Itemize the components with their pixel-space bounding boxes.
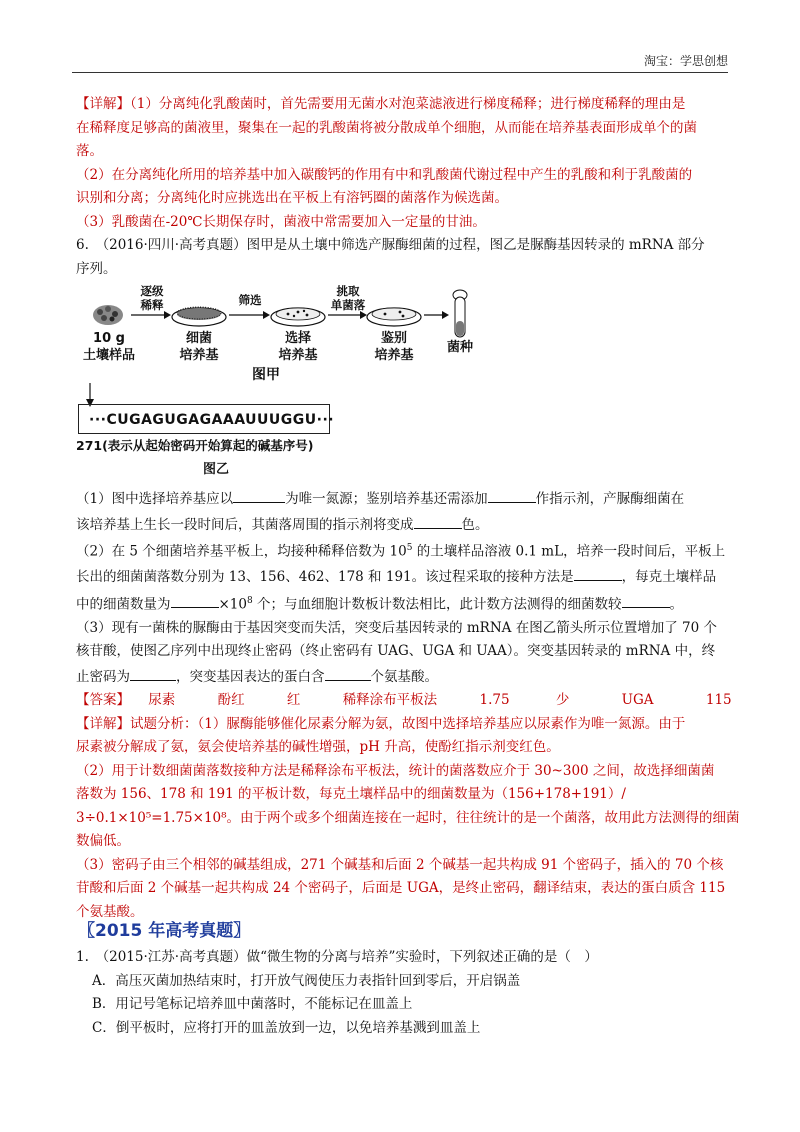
stage-label-selective-medium: 选择 培养基 [278,331,318,363]
option-a[interactable]: A．高压灭菌加热结束时，打开放气阀使压力表指针回到零后，开启锅盖 [92,972,521,989]
q6-sub2-text: 中的细菌数量为 [76,596,171,612]
detail-line: 落数为 156、178 和 191 的平板计数，每克土壤样品中的细菌数量为（156+178+191）/ [76,786,626,802]
figure-a-title: 图甲 [252,367,280,383]
arrow-label-dilution: 逐级 稀释 [140,284,164,312]
answer-item: 少 [555,692,570,708]
answer-item: 1.75 [479,692,510,708]
figure-b-title: 图乙 [202,462,229,477]
prev-answer-line: 在稀释度足够高的菌液里，聚集在一起的乳酸菌将被分散成单个细胞，从而能在培养基表面形成单个的菌 [76,119,697,136]
prev-answer-line: 落。 [76,143,103,159]
q6-sub1-text: 该培养基上生长一段时间后，其菌落周围的指示剂将变成 [76,516,414,533]
answer-blank[interactable] [488,486,536,503]
stage-label-soil: 10 g 土壤样品 [82,331,135,363]
answer-blank[interactable] [414,512,462,529]
q6-sub2-line3 [76,590,728,617]
detail-line: 苷酸和后面 2 个碱基一起共构成 24 个密码子，后面是 UGA，是终止密码，翻译结束，表达的蛋白质含 115 [76,880,726,896]
q6-sub1-text: 色。 [461,516,489,533]
detail-line: （3）密码子由三个相邻的碱基组成，271 个碱基和后面 2 个碱基一起共构成 91 个密码子，插入的 70 个核 [76,856,724,873]
detail-line: 尿素被分解成了氨，氨会使培养基的碱性增强，pH 升高，使酚红指示剂变红色。 [76,739,560,755]
answer-blank[interactable] [325,664,371,681]
answer-blank[interactable] [622,591,670,608]
prev-answer-line: 【详解】（1）分离纯化乳酸菌时，首先需要用无菌水对泡菜滤液进行梯度稀释；进行梯度稀释的理由是 [76,96,686,112]
q6-sub2-text: ×10 [218,596,247,612]
question-2015-1 [76,946,728,1040]
prev-answer-line: 识别和分离；分离纯化时应挑选出在平板上有溶钙圈的菌落作为候选菌。 [76,190,508,206]
q6-sub1-text: （1）图中选择培养基应以 [76,491,234,507]
prev-answer-line: （2）在分离纯化所用的培养基中加入碳酸钙的作用有中和乳酸菌代谢过程中产生的乳酸和利于乳酸菌的 [76,166,693,183]
question-stem: 1. （2015·江苏·高考真题）做“微生物的分离与培养”实验时，下列叙述正确的是（ ） [76,949,598,965]
answer-item: 115 [705,692,732,708]
answer-item: 尿素 [148,692,176,708]
q6-sub2-line2 [76,564,728,590]
section-title-2015: 〖2015 年高考真题〗 [78,921,251,941]
superscript: 5 [406,543,413,553]
q6-sub3-line2: 核苷酸，使图乙序列中出现终止密码（终止密码有 UAG、UGA 和 UAA）。突变基因转录的 mRNA 中，终 [76,643,716,659]
detail-line: 3÷0.1×10⁵=1.75×10⁸。由于两个或多个细菌连接在一起时，往往统计的是一个菌落，故用此方法测得的细菌 [76,809,740,826]
prev-answer-line: （3）乳酸菌在-20℃长期保存时，菌液中常需要加入一定量的甘油。 [76,213,486,230]
main-content [76,93,740,924]
q6-sub1-text: 作指示剂，产脲酶细菌在 [535,491,685,507]
q6-sub2-text: 。 [669,596,684,612]
question-6-stem: 6. （2016·四川·高考真题）图甲是从土壤中筛选产脲酶细菌的过程，图乙是脲酶基因转录的 mRNA 部分 [76,237,705,253]
q6-sub3-text: ，突变基因表达的蛋白含 [176,668,325,685]
page-header: 淘宝：学思创想 [643,54,728,68]
q6-sub1-line1 [76,486,728,512]
answer-blank[interactable] [233,486,285,503]
stage-label-bacteria-medium: 细菌 培养基 [179,331,219,363]
answer-blank[interactable] [130,664,176,681]
detail-line: 个氨基酸。 [76,903,144,920]
q6-sub3-text: 个氨基酸。 [370,668,438,685]
bacteria-medium-dish-icon [172,307,226,326]
arrow-label-pick-colony: 挑取 单菌落 [330,284,366,312]
mrna-sequence: ···CUGAGUGAGAAAUUUGGU··· [89,412,335,428]
q6-sub2-text: （2）在 5 个细菌培养基平板上，均接种稀释倍数为 10 [76,543,407,560]
superscript: 8 [247,595,253,606]
option-b[interactable]: B．用记号笔标记培养皿中菌落时，不能标记在皿盖上 [92,996,413,1012]
q6-sub3-line3 [76,664,728,690]
detail-line: 数偏低。 [76,833,130,849]
header-rule [72,72,728,73]
soil-sample-icon [93,305,123,325]
q6-detail-block [76,713,740,925]
q6-answer-line [76,689,732,713]
q6-sub3-line1: （3）现有一菌株的脲酶由于基因突变而失活，突变后基因转录的 mRNA 在图乙箭头所示位置增加了 70 个 [76,619,717,636]
prev-answer-block [76,93,728,234]
detail-line: （2）用于计数细菌菌落数接种方法是稀释涂布平板法，统计的菌落数应介于 30~300 之间，故选择细菌菌 [76,762,715,779]
option-c[interactable]: C．倒平板时，应将打开的皿盖放到一边，以免培养基溅到皿盖上 [92,1019,481,1036]
q6-sub2-text: ，每克土壤样品 [621,569,717,585]
question-6-figure [76,284,728,482]
q6-sub2-line1 [76,537,728,564]
identification-medium-dish-icon [367,308,421,326]
answer-item: 稀释涂布平板法 [342,692,438,708]
answer-item: 红 [286,692,301,708]
q6-sub2-text: 长出的细菌菌落数分别为 13、156、462、178 和 191。该过程采取的接种方法是 [76,569,574,585]
stage-label-identification-medium: 鉴别 培养基 [374,331,414,363]
q6-sub1-line2 [76,512,728,538]
q6-sub2-text: 个；与血细胞计数板计数法相比，此计数方法测得的细菌数较 [252,596,622,612]
test-tube-icon [453,290,467,337]
q6-sub1-text: 为唯一氮源；鉴别培养基还需添加 [285,491,488,507]
q6-sub3-text: 止密码为 [76,668,130,685]
answer-item: 酚红 [217,692,245,708]
arrow-label-screening: 筛选 [238,293,262,307]
mrna-sequence-box [78,404,335,434]
q6-sub2-text: 的土壤样品溶液 0.1 mL，培养一段时间后，平板上 [412,543,726,560]
answer-blank[interactable] [171,591,219,608]
answer-item: UGA [621,692,654,708]
stage-label-strain: 菌种 [446,340,473,355]
answer-blank[interactable] [574,564,622,581]
question-6-stem-cont: 序列。 [76,260,117,277]
sequence-note: 271(表示从起始密码开始算起的碱基序号) [76,438,314,453]
detail-line: 【详解】试题分析：（1）脲酶能够催化尿素分解为氨，故图中选择培养基应以尿素作为唯一氮源。由于 [76,715,686,732]
selective-medium-dish-icon [271,308,325,326]
answer-label: 【答案】 [76,692,130,708]
